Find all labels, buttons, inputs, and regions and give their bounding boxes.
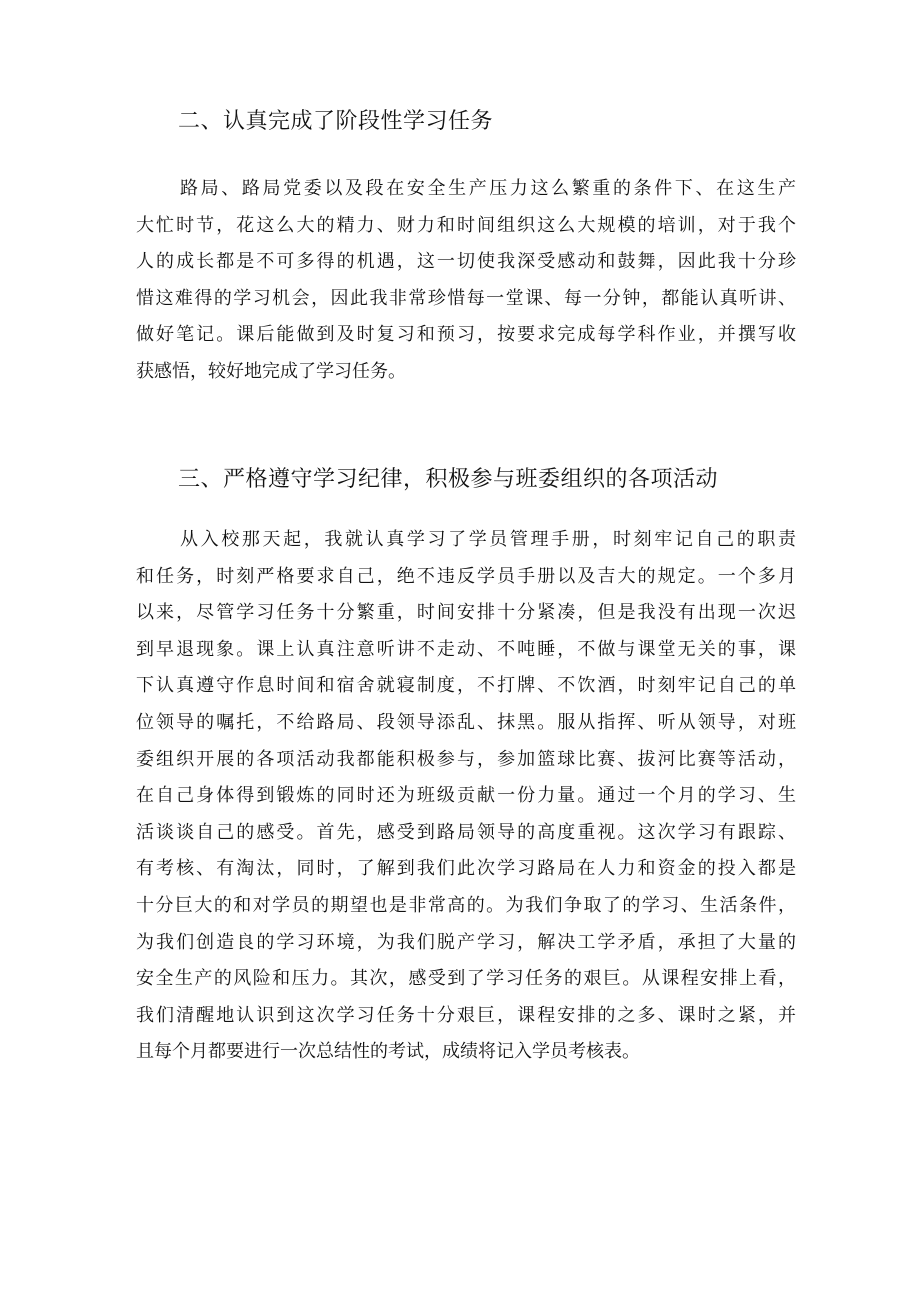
- paragraph-line: 位领导的嘱托，不给路局、段领导添乱、抹黑。服从指挥、听从领导，对班: [136, 711, 796, 733]
- paragraph-line: 和任务，时刻严格要求自己，绝不违反学员手册以及吉大的规定。一个多月: [136, 565, 796, 587]
- paragraph-line: 大忙时节，花这么大的精力、财力和时间组织这么大规模的培训，对于我个: [136, 214, 796, 236]
- paragraph-line: 做好笔记。课后能做到及时复习和预习，按要求完成每学科作业，并撰写收: [136, 324, 796, 346]
- paragraph-line: 且每个月都要进行一次总结性的考试，成绩将记入学员考核表。: [136, 1041, 640, 1063]
- paragraph-line: 惜这难得的学习机会，因此我非常珍惜每一堂课、每一分钟，都能认真听讲、: [136, 287, 796, 309]
- paragraph-line: 从入校那天起，我就认真学习了学员管理手册，时刻牢记自己的职责: [180, 529, 796, 550]
- section-heading-2: 二、认真完成了阶段性学习任务: [178, 109, 494, 134]
- paragraph-line: 在自己身体得到锻炼的同时还为班级贡献一份力量。通过一个月的学习、生: [136, 785, 796, 807]
- paragraph-line: 安全生产的风险和压力。其次，感受到了学习任务的艰巨。从课程安排上看，: [136, 968, 796, 990]
- section-paragraph-3: [136, 522, 796, 1071]
- paragraph-line: 获感悟，较好地完成了学习任务。: [136, 360, 406, 382]
- paragraph-line: 委组织开展的各项活动我都能积极参与，参加篮球比赛、拔河比赛等活动，: [136, 748, 796, 770]
- section-paragraph-2: [136, 171, 796, 391]
- paragraph-line: 到早退现象。课上认真注意听讲不走动、不吨睡，不做与课堂无关的事，课: [136, 638, 796, 660]
- paragraph-line: 人的成长都是不可多得的机遇，这一切使我深受感动和鼓舞，因此我十分珍: [136, 251, 796, 273]
- paragraph-line: 十分巨大的和对学员的期望也是非常高的。为我们争取了的学习、生活条件，: [136, 894, 796, 916]
- paragraph-line: 下认真遵守作息时间和宿舍就寝制度，不打牌、不饮酒，时刻牢记自己的单: [136, 675, 796, 697]
- paragraph-line: 为我们创造良的学习环境，为我们脱产学习，解决工学矛盾，承担了大量的: [136, 931, 796, 953]
- paragraph-line: 以来，尽管学习任务十分繁重，时间安排十分紧凑，但是我没有出现一次迟: [136, 602, 796, 624]
- paragraph-line: 活谈谈自己的感受。首先，感受到路局领导的高度重视。这次学习有跟踪、: [136, 821, 796, 843]
- paragraph-line: 路局、路局党委以及段在安全生产压力这么繁重的条件下、在这生产: [180, 178, 796, 199]
- paragraph-line: 有考核、有淘汰，同时，了解到我们此次学习路局在人力和资金的投入都是: [136, 858, 796, 880]
- paragraph-line: 我们清醒地认识到这次学习任务十分艰巨，课程安排的之多、课时之紧，并: [136, 1004, 796, 1026]
- section-heading-3: 三、严格遵守学习纪律，积极参与班委组织的各项活动: [178, 467, 719, 492]
